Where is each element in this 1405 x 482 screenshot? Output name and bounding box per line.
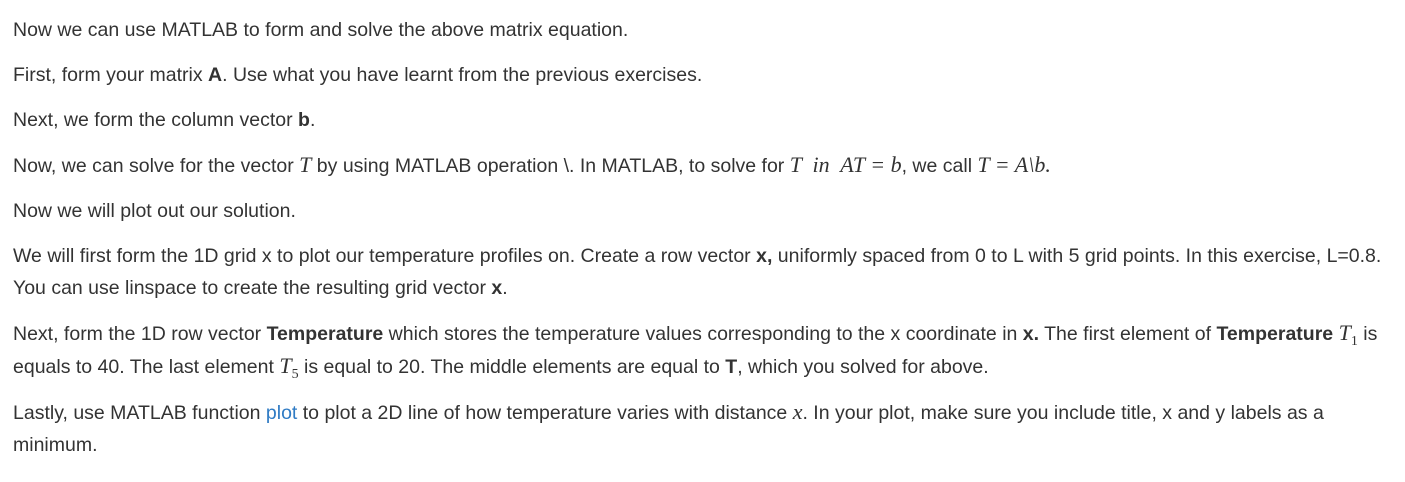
text: Lastly, use MATLAB function	[13, 402, 266, 424]
math-T: T	[279, 353, 292, 378]
subscript-5: 5	[291, 367, 299, 382]
paragraph-plot-intro-text: Now we will plot out our solution.	[13, 200, 296, 222]
paragraph-temperature	[13, 317, 1392, 383]
vector-x-label: x	[491, 277, 503, 299]
math-equals: =	[864, 152, 891, 177]
text: Now, we can solve for the vector	[13, 155, 300, 177]
math-T: T	[977, 152, 990, 177]
text: Next, form the 1D row vector	[13, 323, 267, 345]
paragraph-form-matrix	[13, 59, 1392, 91]
text: First, form your matrix	[13, 64, 209, 86]
text: to plot a 2D line of how temperature varies with distance	[297, 402, 793, 424]
paragraph-form-vector	[13, 104, 1392, 136]
math-T-in-AT: T in AT	[789, 152, 865, 177]
temperature-label: Temperature	[266, 323, 384, 345]
math-T: T	[299, 152, 312, 177]
paragraph-intro-text: Now we can use MATLAB to form and solve the above matrix equation.	[13, 19, 629, 41]
math-T: T	[1338, 320, 1351, 345]
text: uniformly spaced from 0 to L with 5 grid points. In this exercise, L=0.8. You can use linspace to create the resulting grid vector	[13, 245, 1382, 299]
vector-b-label: b	[298, 109, 310, 131]
text: We will first form the 1D grid x to plot our temperature profiles on. Create a row vector	[13, 245, 757, 267]
paragraph-solve	[13, 149, 1392, 182]
paragraph-plot-intro	[13, 195, 1392, 227]
vector-x-label: x.	[1022, 323, 1040, 345]
paragraph-grid	[13, 240, 1392, 304]
text: . In your plot, make sure you include title, x and y labels as a minimum.	[13, 402, 1324, 456]
text: . Use what you have learnt from the previous exercises.	[222, 64, 703, 86]
text: , we call	[901, 155, 978, 177]
subscript-1: 1	[1350, 334, 1358, 349]
plot-function-link[interactable]: plot	[265, 402, 298, 424]
text: is equal to 20. The middle elements are equal to	[298, 356, 726, 378]
paragraph-intro	[13, 14, 1392, 46]
text: which stores the temperature values corresponding to the x coordinate in	[383, 323, 1023, 345]
text: The first element of	[1039, 323, 1217, 345]
math-equals: =	[989, 152, 1015, 177]
math-A: A	[1014, 152, 1029, 177]
text: Next, we form the column vector	[13, 109, 299, 131]
text: by using MATLAB operation \. In MATLAB, to solve for	[311, 155, 790, 177]
text: is equals to 40. The last element	[13, 323, 1378, 378]
vector-T-label: T	[725, 356, 738, 378]
math-b: b	[1034, 152, 1046, 177]
math-period: .	[1045, 152, 1051, 177]
text: .	[309, 109, 316, 131]
vector-x-label: x,	[756, 245, 773, 267]
math-T5	[279, 353, 299, 382]
math-T1	[1338, 320, 1358, 349]
text: , which you solved for above.	[737, 356, 989, 378]
paragraph-plot	[13, 396, 1392, 461]
math-b: b	[890, 152, 902, 177]
temperature-label: Temperature	[1216, 323, 1334, 345]
math-backslash: \	[1028, 152, 1035, 177]
math-x: x	[792, 399, 803, 424]
matrix-a-label: A	[208, 64, 223, 86]
text: .	[502, 277, 508, 299]
